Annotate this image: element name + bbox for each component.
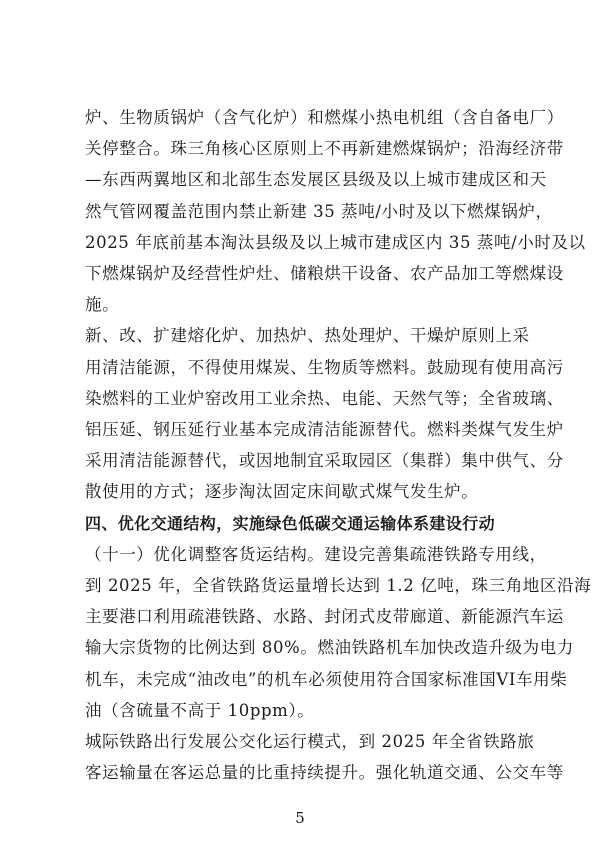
text-line: 下燃煤锅炉及经营性炉灶、储粮烘干设备、农产品加工等燃煤设 (85, 264, 564, 283)
text-line: 输大宗货物的比例达到 80%。燃油铁路机车加快改造升级为电力 (85, 638, 574, 658)
text-line: 然气管网覆盖范围内禁止新建 35 蒸吨/小时及以下燃煤锅炉， (85, 201, 553, 221)
text-line: 铝压延、钢压延行业基本完成清洁能源替代。燃料类煤气发生炉 (85, 420, 564, 439)
text-line: 客运输量在客运总量的比重持续提升。强化轨道交通、公交车等 (85, 763, 564, 783)
text-line: 新、改、扩建熔化炉、加热炉、热处理炉、干燥炉原则上采 (85, 326, 530, 346)
text-line: 用清洁能源，不得使用煤炭、生物质等燃料。鼓励现有使用高污 (85, 357, 564, 377)
text-line: 采用清洁能源替代，或因地制宜采取园区（集群）集中供气、分 (85, 451, 564, 471)
page-number: 5 (295, 809, 305, 827)
text-line: 炉、生物质锅炉（含气化炉）和燃煤小热电机组（含自备电厂） (85, 108, 564, 127)
text-line: 散使用的方式；逐步淘汰固定床间歇式煤气发生炉。 (85, 482, 479, 502)
section-heading: 四、优化交通结构，实施绿色低碳交通运输体系建设行动 (85, 513, 496, 533)
text-line: 到 2025 年，全省铁路货运量增长达到 1.2 亿吨，珠三角地区沿海 (85, 576, 592, 595)
text-line: —东西两翼地区和北部生态发展区县级及以上城市建成区和天 (85, 170, 547, 190)
text-line: 主要港口利用疏港铁路、水路、封闭式皮带廊道、新能源汽车运 (85, 607, 564, 627)
text-line: 城际铁路出行发展公交化运行模式，到 2025 年全省铁路旅 (85, 732, 535, 751)
text-line: 油（含硫量不高于 10ppm）。 (85, 700, 315, 720)
text-line: 染燃料的工业炉窑改用工业余热、电能、天然气等；全省玻璃、 (85, 388, 564, 408)
text-line: 机车，未完成“油改电”的机车必须使用符合国家标准国VI车用柴 (85, 669, 568, 689)
text-line: 2025 年底前基本淘汰县级及以上城市建成区内 35 蒸吨/小时及以 (85, 232, 586, 252)
text-line: 关停整合。珠三角核心区原则上不再新建燃煤锅炉；沿海经济带 (85, 139, 564, 159)
text-line: （十一）优化调整客货运结构。建设完善集疏港铁路专用线， (85, 544, 547, 564)
text-line: 施。 (85, 295, 120, 315)
